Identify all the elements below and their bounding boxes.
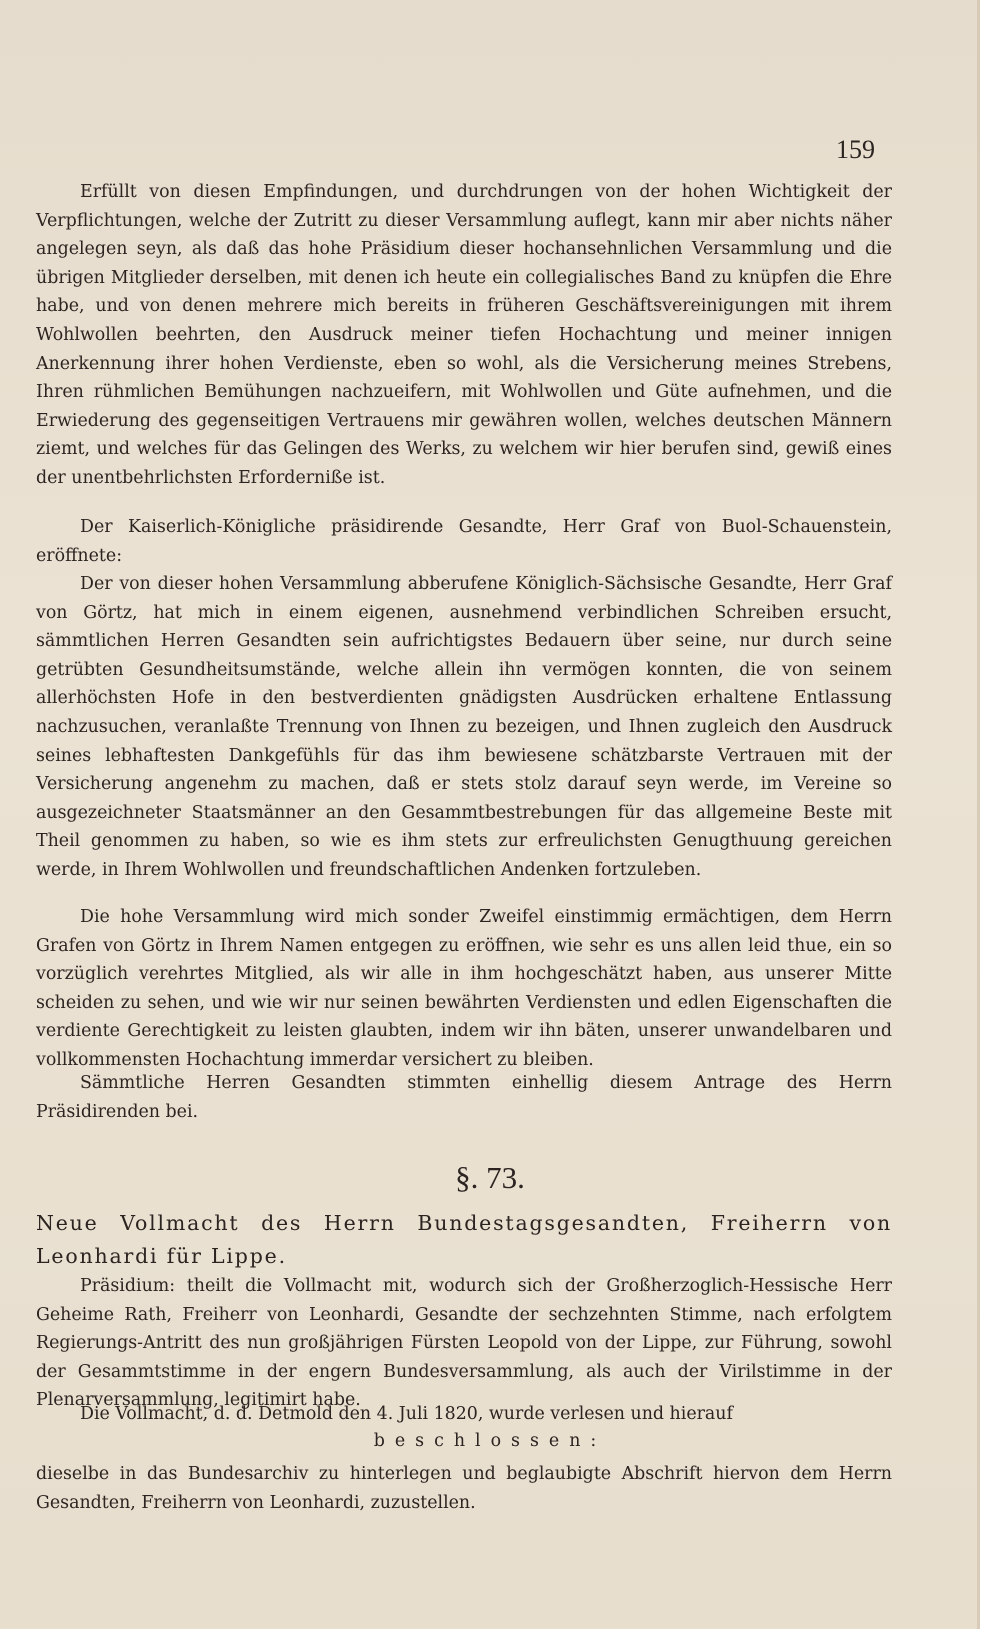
decision-label: beschlossen: — [373, 1431, 607, 1451]
section-heading: Neue Vollmacht des Herrn Bundestagsgesandten, Freiherrn von Leonhardi für Lippe. — [36, 1211, 892, 1268]
section-number: §. 73. — [455, 1160, 525, 1195]
paragraph-decision: dieselbe in das Bundesarchiv zu hinterlegen und beglaubigte Abschrift hiervon dem Herrn Gesandten, Freiherrn von Leonhardi, zuzustellen. — [36, 1464, 892, 1513]
paragraph-assembly-response: Die hohe Versammlung wird mich sonder Zweifel einstimmig ermächtigen, dem Herrn Grafen von Görtz in Ihrem Namen entgegen zu eröffnen, wie sehr es uns allen leid thue, ein so vorzüglich verehrtes Mitglied, als wir alle in ihm hochgeschätzt haben, aus unserer Mitte scheiden zu sehen, und wie wir nur seinen bewährten Verdiensten und edlen Eigenschaften die verdiente Gerechtigkeit zu leisten glaubten, indem wir ihn bäten, unserer unwandelbaren und vollkommensten Hochachtung immerdar versichert zu bleiben. — [36, 907, 892, 1070]
paragraph-unanimous-agreement: Sämmtliche Herren Gesandten stimmten einhellig diesem Antrage des Herrn Präsidirenden bei. — [36, 1073, 892, 1122]
page-number: 159 — [836, 135, 875, 164]
paragraph-credential-read: Die Vollmacht, d. d. Detmold den 4. Juli 1820, wurde verlesen und hierauf — [80, 1404, 733, 1424]
paragraph-presidium-announcement: Präsidium: theilt die Vollmacht mit, wodurch sich der Großherzoglich-Hessische Herr Geheime Rath, Freiherr von Leonhardi, Gesandte der sechzehnten Stimme, nach erfolgtem Regierungs-Antritt des nun großjährigen Fürsten Leopold von der Lippe, zur Führung, sowohl der Gesammtstimme in der engern Bundesversammlung, als auch der Virilstimme in der Plenarversammlung, legitimirt habe. — [36, 1276, 892, 1411]
paragraph-president-opens: Der Kaiserlich-Königliche präsidirende Gesandte, Herr Graf von Buol-Schauenstein, eröffnete: — [36, 517, 892, 566]
paragraph-goertz-letter: Der von dieser hohen Versammlung abberufene Königlich-Sächsische Gesandte, Herr Graf von Görtz, hat mich in einem eigenen, ausnehmend verbindlichen Schreiben ersucht, sämmtlichen Herren Gesandten sein aufrichtigstes Bedauern über seine, nur durch seine getrübten Gesundheitsumstände, welche allein ihn vermögen konnten, die von seinem allerhöchsten Hofe in den bestverdienten gnädigsten Ausdrücken erhaltene Entlassung nachzusuchen, veranlaßte Trennung von Ihnen zu bezeigen, und Ihnen zugleich den Ausdruck seines lebhaftesten Dankgefühls für das ihm bewiesene schätzbarste Vertrauen mit der Versicherung angenehm zu machen, daß er stets stolz darauf seyn werde, im Vereine so ausgezeichneter Staatsmänner an den Gesammtbestrebungen für das allgemeine Beste mit Theil genommen zu haben, so wie es ihm stets zur erfreulichsten Genugthuung gereichen werde, in Ihrem Wohlwollen und freundschaftlichen Andenken fortzuleben. — [36, 574, 892, 880]
paragraph-gratitude: Erfüllt von diesen Empfindungen, und durchdrungen von der hohen Wichtigkeit der Verpflichtungen, welche der Zutritt zu dieser Versammlung auflegt, kann mir aber nichts näher angelegen seyn, als daß das hohe Präsidium dieser hochansehnlichen Versammlung und die übrigen Mitglieder derselben, mit denen ich heute ein collegialisches Band zu knüpfen die Ehre habe, und von denen mehrere mich bereits in früheren Geschäftsvereinigungen mit ihrem Wohlwollen beehrten, den Ausdruck meiner tiefen Hochachtung und meiner innigen Anerkennung ihrer hohen Verdienste, eben so wohl, als die Versicherung meines Strebens, Ihren rühmlichen Bemühungen nachzueifern, mit Wohlwollen und Güte aufnehmen, und die Erwiederung des gegenseitigen Vertrauens mir gewähren wollen, welches deutschen Männern ziemt, und welches für das Gelingen des Werks, zu welchem wir hier berufen sind, gewiß eines der unentbehrlichsten Erforderniße ist. — [36, 182, 892, 488]
